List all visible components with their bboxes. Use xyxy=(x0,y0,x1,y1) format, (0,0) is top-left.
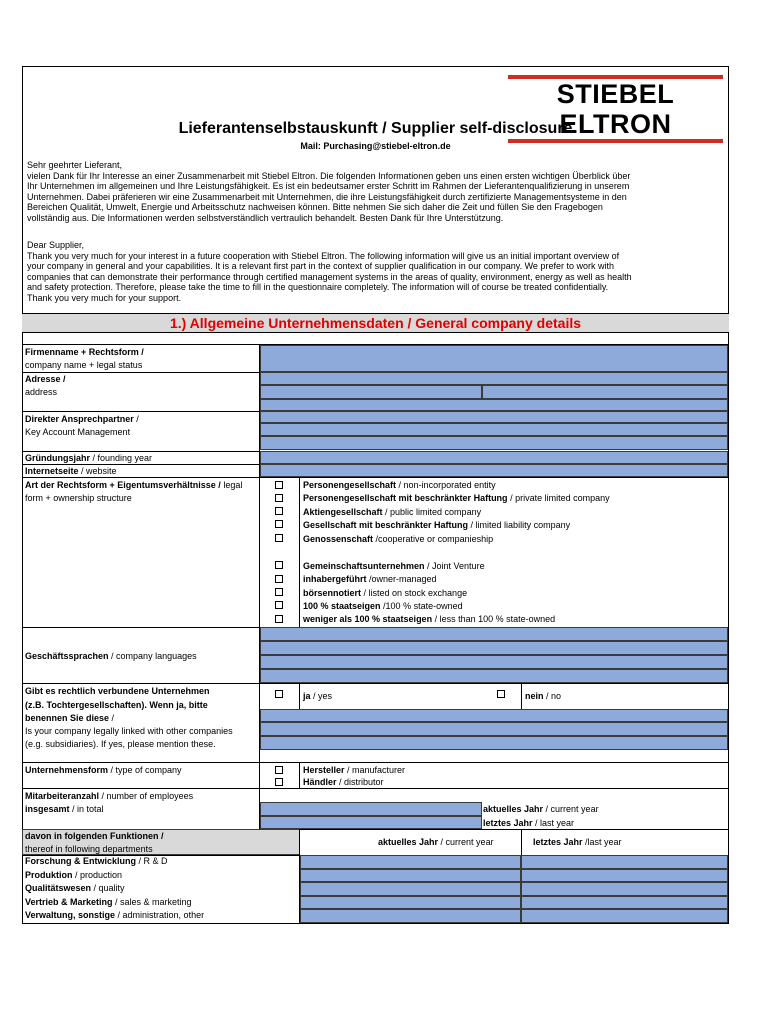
label-normal: / quality xyxy=(91,883,125,893)
language-input-2[interactable] xyxy=(260,641,728,655)
legal-option xyxy=(303,560,485,572)
linked-no-label xyxy=(525,690,561,702)
intro-line: Thank you very much for your interest in a future cooperation with Stiebel Eltron. The following information will give us an initial important overview of xyxy=(27,250,620,261)
dept-current-year-header xyxy=(378,836,494,848)
label-normal: / no xyxy=(543,691,562,701)
legal-option xyxy=(303,587,467,599)
option-normal: / listed on stock exchange xyxy=(361,588,468,598)
legal-option xyxy=(303,519,570,531)
dept-production-last-input[interactable] xyxy=(521,869,728,882)
checkbox[interactable] xyxy=(275,494,283,502)
label-normal: / current year xyxy=(543,804,599,814)
intro-line: Ihr Unternehmen im allgemeinen und Ihre Leistungsfähigkeit. Es ist ein bedeutsamer erster Schritt im Rahmen der Lieferantenqualifizierung in unserem xyxy=(27,181,630,191)
departments-label-en: thereof in following departments xyxy=(25,844,153,854)
dept-sales-current-input[interactable] xyxy=(300,896,521,909)
intro-line: Bereichen Qualität, Umwelt, Energie und Arbeitsschutz nachweisen können. Bitte nehmen Sie sich daher die Zeit und füllen Sie den Fragebogen xyxy=(27,202,603,212)
dept-rnd-current-input[interactable] xyxy=(300,855,521,869)
label-normal: /last year xyxy=(582,837,622,847)
checkbox-yes[interactable] xyxy=(275,690,283,698)
dept-quality-last-input[interactable] xyxy=(521,882,728,896)
option-normal: / private limited company xyxy=(507,493,610,503)
label-bold: letztes Jahr xyxy=(533,837,583,847)
page-title: Lieferantenselbstauskunft / Supplier self-disclosure xyxy=(178,120,573,137)
dept-sales-last-input[interactable] xyxy=(521,896,728,909)
linked-companies-label-1 xyxy=(25,685,210,697)
option-bold: inhabergeführt xyxy=(303,574,367,584)
intro-line: your company in general and your capabilities. It is a relevant first part in the context of supplier qualification in our company. We prefer to work with xyxy=(27,261,614,271)
intro-english xyxy=(27,240,727,303)
label-bold: Unternehmensform xyxy=(25,765,109,775)
dept-last-year-header xyxy=(533,836,622,848)
label-normal: / company languages xyxy=(108,651,197,661)
option-bold: Genossenschaft xyxy=(303,534,374,544)
option-normal: / limited liability company xyxy=(468,520,571,530)
address-input-zip[interactable] xyxy=(260,385,482,399)
option-normal: / Joint Venture xyxy=(424,561,485,571)
contact-label xyxy=(25,413,139,425)
legal-option xyxy=(303,479,496,491)
label-bold: Gründungsjahr xyxy=(25,453,90,463)
contact-input-email[interactable] xyxy=(260,436,728,450)
label-normal: / type of company xyxy=(108,765,182,775)
label-bold: (z.B. Tochtergesellschaften). Wenn ja, bitte xyxy=(25,700,208,710)
label-bold: Internetseite xyxy=(25,466,79,476)
checkbox[interactable] xyxy=(275,588,283,596)
intro-line: Thank you very much for your support. xyxy=(27,292,182,303)
departments-label xyxy=(25,830,164,842)
label-bold: Art der Rechtsform + Eigentumsverhältnisse / xyxy=(25,480,221,490)
label-normal: / founding year xyxy=(90,453,153,463)
label-normal: / in total xyxy=(69,804,104,814)
checkbox[interactable] xyxy=(275,534,283,542)
row-divider xyxy=(22,627,260,628)
option-normal: / manufacturer xyxy=(344,765,406,775)
label-normal: / administration, other xyxy=(115,910,205,920)
dept-admin-current-input[interactable] xyxy=(300,909,521,923)
dept-quality-current-input[interactable] xyxy=(300,882,521,896)
option-bold: Personengesellschaft xyxy=(303,480,397,490)
checkbox[interactable] xyxy=(275,575,283,583)
option-bold: Gesellschaft mit beschränkter Haftung xyxy=(303,520,469,530)
logo-text: STIEBEL ELTRON xyxy=(556,79,675,139)
linked-companies-label-2 xyxy=(25,699,208,711)
label-normal: / xyxy=(133,414,139,424)
address-label-en: address xyxy=(25,387,58,397)
label-normal: / production xyxy=(72,870,123,880)
dept-rnd-label xyxy=(25,855,168,867)
checkbox[interactable] xyxy=(275,615,283,623)
employees-last-input[interactable] xyxy=(260,816,482,829)
column-divider xyxy=(299,762,300,788)
legal-option xyxy=(303,600,463,612)
legal-option xyxy=(303,492,610,504)
label-bold: Gibt es rechtlich verbundene Unternehmen xyxy=(25,686,210,696)
option-normal: / less than 100 % state-owned xyxy=(432,614,556,624)
company-name-input[interactable] xyxy=(260,345,728,372)
linked-companies-label-4: Is your company legally linked with other companies xyxy=(25,726,233,736)
label-normal: / current year xyxy=(438,837,494,847)
legal-option xyxy=(303,533,493,545)
linked-companies-input-2[interactable] xyxy=(260,722,728,736)
label-bold: letztes Jahr xyxy=(483,818,533,828)
current-year-label xyxy=(483,803,599,815)
row-divider xyxy=(22,477,728,478)
label-bold: insgesamt xyxy=(25,804,70,814)
column-divider xyxy=(299,829,300,923)
checkbox[interactable] xyxy=(275,766,283,774)
checkbox[interactable] xyxy=(275,481,283,489)
legal-option xyxy=(303,573,437,585)
label-bold: ja xyxy=(303,691,311,701)
legal-form-label xyxy=(25,479,242,491)
contact-label-en: Key Account Management xyxy=(25,427,131,437)
label-bold: aktuelles Jahr xyxy=(483,804,544,814)
language-input-3[interactable] xyxy=(260,655,728,669)
checkbox[interactable] xyxy=(275,561,283,569)
label-bold: Produktion xyxy=(25,870,73,880)
row-divider xyxy=(22,683,728,684)
label-bold: Mitarbeiteranzahl xyxy=(25,791,100,801)
label-normal: / yes xyxy=(310,691,333,701)
dept-sales-label xyxy=(25,896,192,908)
intro-line: vielen Dank für Ihr Interesse an einer Zusammenarbeit mit Stiebel Eltron. Die folgenden Informationen geben uns einen ersten wichtigen Überblick über xyxy=(27,170,631,181)
website-label xyxy=(25,465,117,477)
label-normal: / number of employees xyxy=(99,791,194,801)
linked-yes-label xyxy=(303,690,332,702)
checkbox[interactable] xyxy=(275,507,283,515)
label-bold: nein xyxy=(525,691,544,701)
option-normal: / distributor xyxy=(336,777,384,787)
company-type-label xyxy=(25,764,182,776)
section-general-company-details: 1.) Allgemeine Unternehmensdaten / General company details xyxy=(22,313,729,333)
linked-companies-label-3 xyxy=(25,712,114,724)
column-divider xyxy=(521,683,522,709)
label-normal: / last year xyxy=(532,818,575,828)
languages-label xyxy=(25,650,197,662)
label-bold: Firmenname + Rechtsform / xyxy=(25,347,144,357)
company-name-label xyxy=(25,346,144,358)
row-divider xyxy=(22,411,260,412)
label-bold: benennen Sie diese xyxy=(25,713,110,723)
company-type-option xyxy=(303,776,384,788)
language-input-4[interactable] xyxy=(260,669,728,683)
dept-rnd-last-input[interactable] xyxy=(521,855,728,869)
label-bold: aktuelles Jahr xyxy=(378,837,439,847)
linked-companies-label-5: (e.g. subsidiaries). If yes, please mention these. xyxy=(25,739,216,749)
dept-production-current-input[interactable] xyxy=(300,869,521,882)
label-bold: Qualitätswesen xyxy=(25,883,92,893)
checkbox[interactable] xyxy=(275,520,283,528)
label-normal: / R & D xyxy=(136,856,168,866)
intro-line: and safety protection. Therefore, please take the time to fill in the questionnaire completely. The information will of course be treated confidentially. xyxy=(27,282,609,292)
label-bold: Geschäftssprachen xyxy=(25,651,109,661)
contact-input-phone[interactable] xyxy=(260,423,728,436)
checkbox-no[interactable] xyxy=(497,690,505,698)
dept-quality-label xyxy=(25,882,125,894)
contact-mail: Mail: Purchasing@stiebel-eltron.de xyxy=(300,141,451,151)
intro-german xyxy=(27,160,727,223)
address-input-street[interactable] xyxy=(260,372,728,385)
label-bold: Adresse / xyxy=(25,374,66,384)
label-normal: / xyxy=(109,713,115,723)
label-bold: Verwaltung, sonstige xyxy=(25,910,116,920)
option-normal: /cooperative or companieship xyxy=(373,534,494,544)
employees-total-label xyxy=(25,803,104,815)
option-normal: /100 % state-owned xyxy=(380,601,463,611)
address-input-city[interactable] xyxy=(482,385,728,399)
column-divider xyxy=(299,683,300,709)
contact-input-name[interactable] xyxy=(260,411,728,423)
address-input-country[interactable] xyxy=(260,399,728,411)
company-name-label-en: company name + legal status xyxy=(25,360,143,370)
option-bold: Aktiengesellschaft xyxy=(303,507,383,517)
option-bold: weniger als 100 % staatseigen xyxy=(303,614,433,624)
label-column-divider xyxy=(259,345,260,829)
linked-companies-input-1[interactable] xyxy=(260,709,728,722)
employees-label xyxy=(25,790,193,802)
column-divider xyxy=(299,477,300,627)
intro-line: Unternehmen. Dabei präferieren wir eine Zusammenarbeit mit Unternehmen, die ihre Leistungsfähigkeit durch zertifizierte Managementsysteme in den xyxy=(27,191,627,202)
checkbox[interactable] xyxy=(275,778,283,786)
option-bold: Gemeinschaftsunternehmen xyxy=(303,561,425,571)
option-bold: Personengesellschaft mit beschränkter Haftung xyxy=(303,493,508,503)
intro-line: Sehr geehrter Lieferant, xyxy=(27,160,123,170)
option-normal: / public limited company xyxy=(382,507,482,517)
label-bold: Forschung & Entwicklung xyxy=(25,856,137,866)
option-bold: börsennotiert xyxy=(303,588,362,598)
legal-option xyxy=(303,613,555,625)
legal-option xyxy=(303,506,481,518)
address-label xyxy=(25,373,66,385)
linked-companies-input-3[interactable] xyxy=(260,736,728,750)
dept-production-label xyxy=(25,869,122,881)
label-normal: legal xyxy=(220,480,243,490)
option-bold: Händler xyxy=(303,777,337,787)
legal-form-label-en: form + ownership structure xyxy=(25,493,132,503)
employees-current-input[interactable] xyxy=(260,802,482,816)
option-normal: /owner-managed xyxy=(366,574,437,584)
label-bold: Direkter Ansprechpartner xyxy=(25,414,134,424)
label-normal: / sales & marketing xyxy=(112,897,192,907)
label-normal: / website xyxy=(78,466,117,476)
founding-year-label xyxy=(25,452,152,464)
dept-admin-label xyxy=(25,909,204,921)
founding-year-input[interactable] xyxy=(260,451,728,464)
option-bold: 100 % staatseigen xyxy=(303,601,381,611)
row-divider xyxy=(22,762,728,763)
dept-admin-last-input[interactable] xyxy=(521,909,728,923)
intro-line: companies that can demonstrate their performance through certified management systems in the areas of quality, environment, energy as well as health xyxy=(27,271,632,282)
company-type-option xyxy=(303,764,405,776)
intro-line: vollständig aus. Die Informationen werden selbstverständlich vertraulich behandelt. Besten Dank für Ihre Unterstützung. xyxy=(27,212,504,223)
website-input[interactable] xyxy=(260,464,728,477)
label-bold: Vertrieb & Marketing xyxy=(25,897,113,907)
checkbox[interactable] xyxy=(275,601,283,609)
option-normal: / non-incorporated entity xyxy=(396,480,496,490)
intro-line: Dear Supplier, xyxy=(27,240,85,250)
language-input-1[interactable] xyxy=(260,627,728,641)
label-bold: davon in folgenden Funktionen / xyxy=(25,831,164,841)
option-bold: Hersteller xyxy=(303,765,345,775)
row-divider xyxy=(22,788,728,789)
last-year-label xyxy=(483,817,574,829)
